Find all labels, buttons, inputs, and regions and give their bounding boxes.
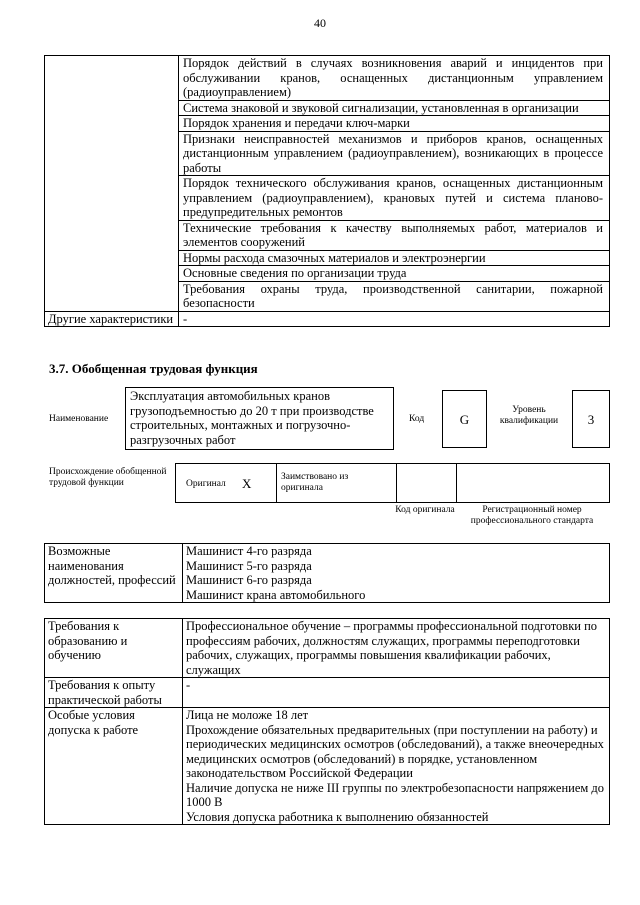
- borrowed-label: Заимствовано из оригинала: [281, 472, 349, 493]
- list-item: Наличие допуска не ниже III группы по электробезопасности напряжением до 1000 В: [186, 780, 605, 809]
- level-label: Уровень квалификации: [499, 405, 559, 426]
- code-value: G: [459, 412, 470, 427]
- list-item: Машинист 4-го разряда: [186, 544, 312, 558]
- education-value: Профессиональное обучение – программы профессиональной подготовки по профессиям рабочих, должностям служащих, программы переподготовки рабочих, служащих, программы повышения квалификации рабочих, служащих: [183, 619, 610, 678]
- name-label: Наименование: [49, 414, 109, 424]
- reg-number-cell: [456, 464, 609, 502]
- list-item: Прохождение обязательных предварительных (при поступлении на работу) и периодических медицинских осмотров (обследований), а также внеочередных медицинских осмотров (обследований) в порядке, установленном законодательством Российской Федерации: [186, 722, 604, 780]
- name-value: Эксплуатация автомобильных кранов грузоподъемностью до 20 т при производстве строительных, монтажных и погрузочно-разгрузочных работ: [130, 389, 374, 447]
- code-box: [442, 390, 487, 448]
- borrowed-cell: [276, 464, 397, 502]
- experience-value: -: [183, 678, 610, 708]
- level-value: 3: [587, 412, 595, 427]
- requirements-table: [44, 618, 610, 825]
- name-box: [125, 387, 394, 450]
- knowledge-row: Требования охраны труда, производственной санитарии, пожарной безопасности: [179, 281, 610, 311]
- positions-label: Возможные наименования должностей, профессий: [45, 544, 183, 603]
- section-heading: 3.7. Обобщенная трудовая функция: [49, 361, 258, 376]
- code-original-cell: [396, 464, 457, 502]
- original-label: Оригинал: [186, 479, 226, 489]
- knowledge-row: Порядок действий в случаях возникновения аварий и инцидентов при обслуживании кранов, оснащенных дистанционным управлением (радиоуправлением): [179, 56, 610, 101]
- list-item: Машинист 6-го разряда: [186, 573, 312, 587]
- knowledge-row: Система знаковой и звуковой сигнализации, установленная в организации: [179, 100, 610, 116]
- knowledge-left-cell: [45, 56, 179, 312]
- other-characteristics-label: Другие характеристики: [45, 311, 179, 327]
- knowledge-row: Признаки неисправностей механизмов и приборов кранов, оснащенных дистанционным управлением (радиоуправлением), возникающих в процессе работы: [179, 131, 610, 176]
- reg-number-label: Регистрационный номер профессионального стандарта: [470, 505, 594, 526]
- code-original-label: Код оригинала: [395, 505, 455, 515]
- experience-label: Требования к опыту практической работы: [45, 678, 183, 708]
- positions-list: [183, 544, 610, 603]
- conditions-label: Особые условия допуска к работе: [45, 708, 183, 825]
- knowledge-row: Нормы расхода смазочных материалов и электроэнергии: [179, 250, 610, 266]
- knowledge-table: [44, 55, 610, 327]
- knowledge-row: Технические требования к качеству выполняемых работ, материалов и элементов сооружений: [179, 220, 610, 250]
- education-label: Требования к образованию и обучению: [45, 619, 183, 678]
- knowledge-row: Порядок хранения и передачи ключ-марки: [179, 116, 610, 132]
- origin-box: [175, 463, 610, 503]
- list-item: Лица не моложе 18 лет: [186, 708, 309, 722]
- list-item: Машинист 5-го разряда: [186, 558, 312, 573]
- level-box: [572, 390, 610, 448]
- other-characteristics-value: -: [179, 311, 610, 327]
- original-mark: X: [242, 476, 252, 491]
- list-item: Условия допуска работника к выполнению обязанностей: [186, 809, 489, 824]
- positions-table: [44, 543, 610, 603]
- knowledge-row: Основные сведения по организации труда: [179, 266, 610, 282]
- conditions-list: [183, 708, 610, 825]
- knowledge-row: Порядок технического обслуживания кранов, оснащенных дистанционным управлением (радиоуправлением), крановых путей и система планово-предупредительных ремонтов: [179, 176, 610, 221]
- list-item: Машинист крана автомобильного: [186, 587, 366, 602]
- original-cell: [176, 464, 277, 502]
- code-label: Код: [409, 414, 425, 424]
- page-number: 40: [314, 16, 326, 30]
- origin-label: Происхождение обобщенной трудовой функции: [49, 467, 167, 488]
